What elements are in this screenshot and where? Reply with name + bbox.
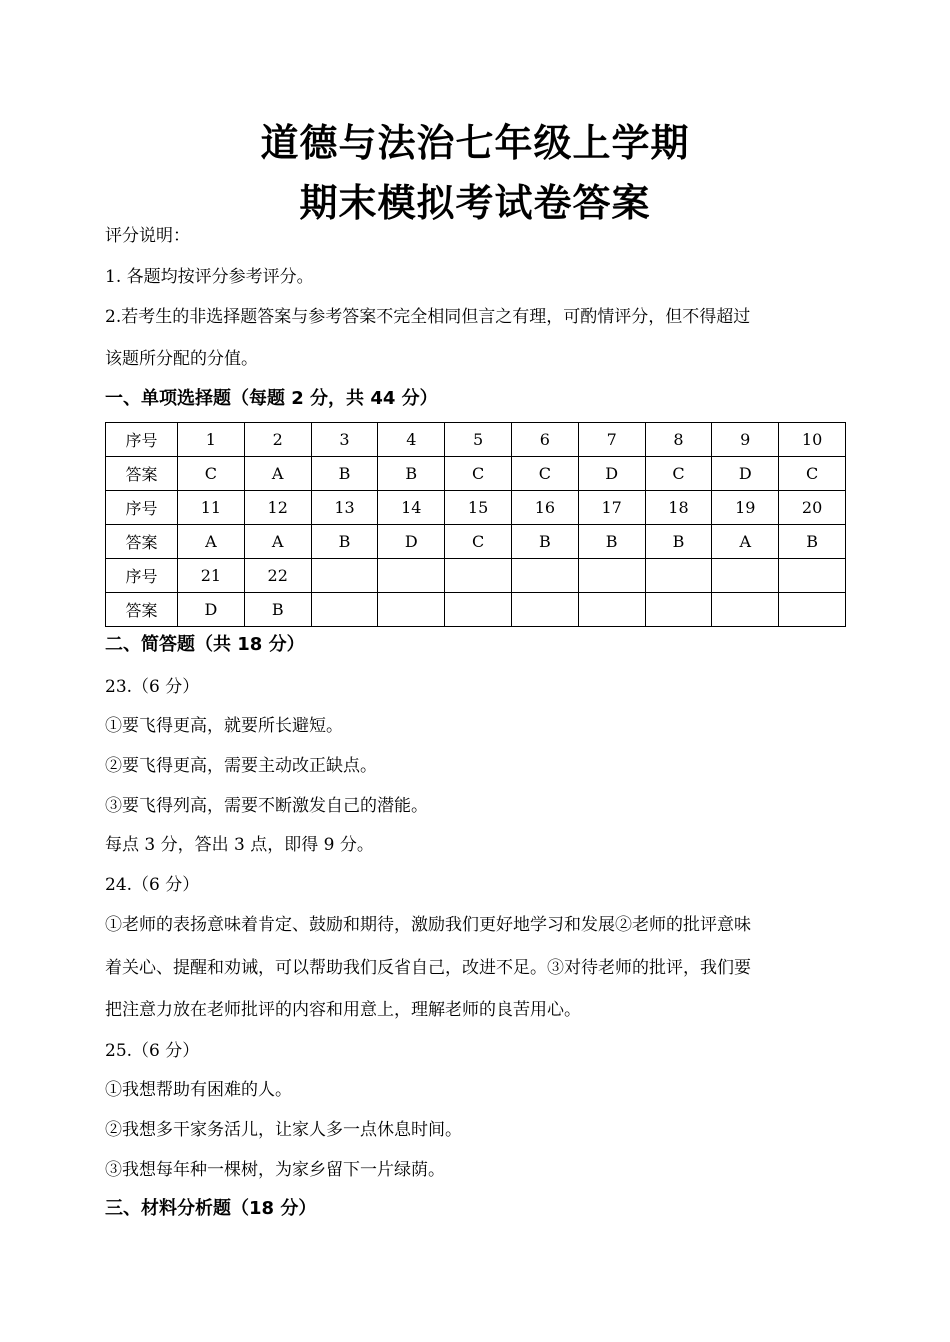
empty-cell [311, 559, 378, 593]
question-number: 20 [779, 491, 846, 525]
q23-label: 23.（6 分） [105, 677, 200, 697]
scoring-item-2-line1: 2.若考生的非选择题答案与参考答案不完全相同但言之有理，可酌情评分，但不得超过 [105, 307, 751, 327]
section1-heading: 一、单项选择题（每题 2 分，共 44 分） [105, 388, 438, 409]
row-label: 序号 [106, 423, 178, 457]
table-row-numbers [106, 559, 846, 593]
empty-cell [511, 559, 578, 593]
q25-point-1: ①我想帮助有困难的人。 [105, 1080, 292, 1100]
answer-cell: B [311, 457, 378, 491]
question-number: 9 [712, 423, 779, 457]
empty-cell [378, 559, 445, 593]
answer-table [105, 422, 846, 627]
question-number: 19 [712, 491, 779, 525]
table-row-numbers [106, 491, 846, 525]
empty-cell [645, 559, 712, 593]
row-label: 答案 [106, 457, 178, 491]
q25-label: 25.（6 分） [105, 1041, 200, 1061]
empty-cell [645, 593, 712, 627]
empty-cell [578, 559, 645, 593]
q25-point-3: ③我想每年种一棵树，为家乡留下一片绿荫。 [105, 1160, 445, 1180]
q23-point-2: ②要飞得更高，需要主动改正缺点。 [105, 756, 377, 776]
row-label: 答案 [106, 593, 178, 627]
row-label: 序号 [106, 559, 178, 593]
answer-cell: C [779, 457, 846, 491]
answer-cell: A [244, 457, 311, 491]
answer-cell: C [511, 457, 578, 491]
answer-cell: C [445, 457, 512, 491]
answer-cell: B [645, 525, 712, 559]
row-label: 序号 [106, 491, 178, 525]
answer-cell: C [645, 457, 712, 491]
answer-cell: A [244, 525, 311, 559]
answer-cell: B [378, 457, 445, 491]
q25-point-2: ②我想多干家务活儿，让家人多一点休息时间。 [105, 1120, 462, 1140]
empty-cell [445, 593, 512, 627]
question-number: 21 [178, 559, 245, 593]
answer-cell: C [445, 525, 512, 559]
doc-title-line1: 道德与法治七年级上学期 [260, 121, 690, 165]
question-number: 17 [578, 491, 645, 525]
question-number: 2 [244, 423, 311, 457]
question-number: 5 [445, 423, 512, 457]
question-number: 14 [378, 491, 445, 525]
answer-cell: B [244, 593, 311, 627]
empty-cell [511, 593, 578, 627]
empty-cell [378, 593, 445, 627]
question-number: 6 [511, 423, 578, 457]
section2-heading: 二、简答题（共 18 分） [105, 634, 305, 655]
q24-label: 24.（6 分） [105, 875, 200, 895]
q23-point-1: ①要飞得更高，就要所长避短。 [105, 716, 343, 736]
answer-cell: B [578, 525, 645, 559]
answer-cell: B [511, 525, 578, 559]
q23-point-3: ③要飞得列高，需要不断激发自己的潜能。 [105, 796, 428, 816]
question-number: 3 [311, 423, 378, 457]
empty-cell [779, 593, 846, 627]
scoring-heading: 评分说明： [105, 226, 190, 246]
question-number: 22 [244, 559, 311, 593]
question-number: 7 [578, 423, 645, 457]
question-number: 11 [178, 491, 245, 525]
q24-line-1: ①老师的表扬意味着肯定、鼓励和期待，激励我们更好地学习和发展②老师的批评意味 [105, 915, 751, 935]
question-number: 18 [645, 491, 712, 525]
answer-cell: D [578, 457, 645, 491]
scoring-item-1: 1. 各题均按评分参考评分。 [105, 267, 314, 287]
question-number: 8 [645, 423, 712, 457]
q24-line-3: 把注意力放在老师批评的内容和用意上，理解老师的良苦用心。 [105, 1000, 581, 1020]
table-row-answers [106, 525, 846, 559]
doc-title-line2: 期末模拟考试卷答案 [299, 181, 651, 225]
question-number: 13 [311, 491, 378, 525]
answer-cell: D [178, 593, 245, 627]
answer-cell: A [178, 525, 245, 559]
question-number: 12 [244, 491, 311, 525]
question-number: 4 [378, 423, 445, 457]
empty-cell [779, 559, 846, 593]
question-number: 1 [178, 423, 245, 457]
table-row-answers [106, 593, 846, 627]
empty-cell [578, 593, 645, 627]
question-number: 10 [779, 423, 846, 457]
empty-cell [712, 593, 779, 627]
scoring-item-2-line2: 该题所分配的分值。 [105, 349, 258, 369]
answer-cell: A [712, 525, 779, 559]
question-number: 15 [445, 491, 512, 525]
row-label: 答案 [106, 525, 178, 559]
q23-note: 每点 3 分，答出 3 点，即得 9 分。 [105, 835, 374, 855]
question-number: 16 [511, 491, 578, 525]
answer-cell: C [178, 457, 245, 491]
table-row-answers [106, 457, 846, 491]
section3-heading: 三、材料分析题（18 分） [105, 1198, 317, 1219]
q24-line-2: 着关心、提醒和劝诫，可以帮助我们反省自己，改进不足。③对待老师的批评，我们要 [105, 958, 751, 978]
answer-cell: D [712, 457, 779, 491]
empty-cell [445, 559, 512, 593]
answer-cell: B [779, 525, 846, 559]
answer-cell: B [311, 525, 378, 559]
answer-cell: D [378, 525, 445, 559]
table-row-numbers [106, 423, 846, 457]
empty-cell [311, 593, 378, 627]
empty-cell [712, 559, 779, 593]
